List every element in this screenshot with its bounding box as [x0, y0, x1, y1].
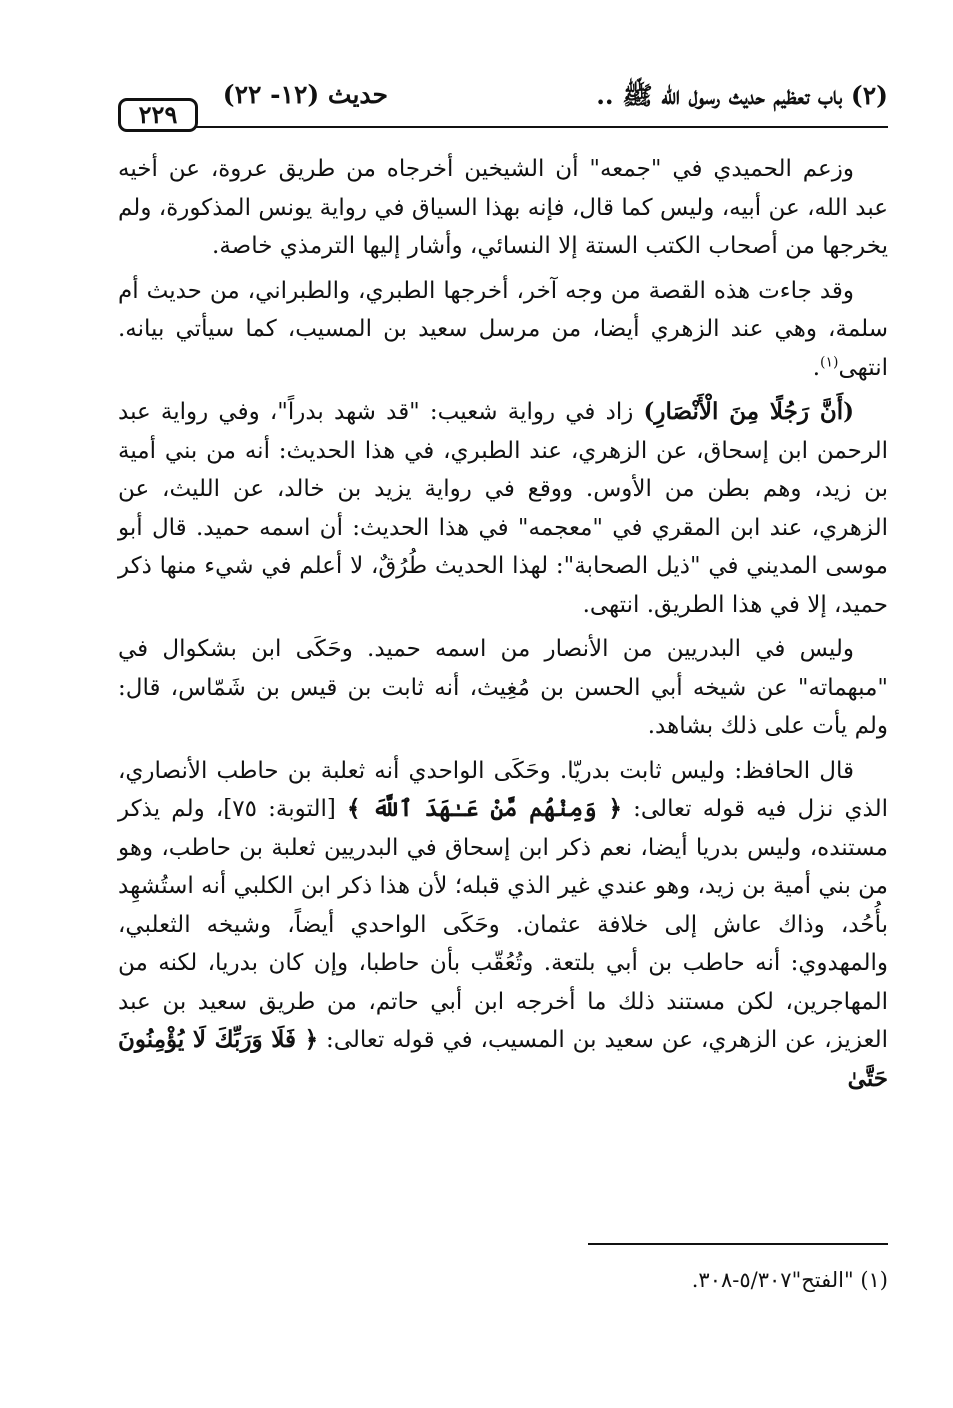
paragraph-5-text-a: قال الحافظ: وليس ثابت بدريّا. وحَكَى الواحدي أنه ثعلبة بن حاطب الأنصاري، الذي نزل فيه قوله تعالى:	[118, 757, 888, 822]
quran-verse: ﴿ وَمِنْهُم مَّنْ عَـٰهَدَ ٱللَّهَ ﴾	[347, 795, 622, 822]
quran-verse-2: ﴿ فَلَا وَرَبِّكَ لَا يُؤْمِنُونَ حَتَّىٰ	[118, 1026, 888, 1092]
header-divider	[196, 126, 888, 128]
paragraph-4: وليس في البدريين من الأنصار من اسمه حميد. وحَكَى ابن بشكوال في "مبهماته" عن شيخه أبي الحسن بن مُغِيث، أنه ثابت بن قيس بن شَمّاس، قال: ولم يأت على ذلك بشاهد.	[118, 636, 888, 739]
page-number: ٢٢٩	[118, 98, 198, 132]
paragraph-2-text: وقد جاءت هذه القصة من وجه آخر، أخرجها الطبري، والطبراني، من حديث أم سلمة، وهي عند الزهري أيضا، من مرسل سعيد بن المسيب، كما سيأتي بيانه. انتهى	[118, 277, 888, 381]
footnote-reference[interactable]: (١)	[820, 353, 839, 370]
chapter-title: (٢) باب تعظيم حديث رسول الله ﷺ ..	[596, 81, 888, 110]
paragraph-2	[118, 272, 888, 388]
footnote-divider	[588, 1243, 888, 1245]
paragraph-5	[118, 752, 888, 1099]
paragraph-1: وزعم الحميدي في "جمعه" أن الشيخين أخرجاه من طريق عروة، عن أخيه عبد الله، عن أبيه، وليس كما قال، فإنه بهذا السياق في رواية يونس المذكورة، ولم يخرجها من أصحاب الكتب الستة إلا النسائي، وأشار إليها الترمذي خاصة.	[118, 156, 888, 259]
paragraph-3-text: زاد في رواية شعيب: "قد شهد بدراً"، وفي رواية عبد الرحمن ابن إسحاق، عن الزهري، عند الطبري، في هذا الحديث: أنه من بني أمية بن زيد، وهم بطن من الأوس. ووقع في رواية يزيد بن خالد، عن الليث، عن الزهري، عند ابن المقري في "معجمه" في هذا الحديث: أن اسمه حميد. قال أبو موسى المديني في "ذيل الصحابة": لهذا الحديث طُرُقٌ، لا أعلم في شيء منها ذكر حميد، إلا في هذا الطريق. انتهى.	[118, 399, 888, 618]
footnote-1: (١) "الفتح"٥/٣٠٧-٣٠٨.	[691, 1268, 888, 1292]
main-text	[118, 150, 888, 1104]
paragraph-2-end: .	[812, 354, 821, 381]
hadith-range: حديث (١٢- ٢٢)	[222, 80, 388, 109]
page-header	[118, 70, 888, 134]
commentary-lemma: (أَنَّ رَجُلًا مِنَ الْأَنْصَارِ)	[643, 398, 854, 425]
paragraph-5-text-b: [التوبة: ٧٥]، ولم يذكر مستنده، وليس بدريا أيضا، نعم ذكر ابن إسحاق في البدريين ثعلبة بن حاطب، وهو من بني أمية بن زيد، وهو عندي غير الذي قبله؛ لأن هذا ذكر ابن الكلبي أنه استُشهِد بأُحُد، وذاك عاش إلى خلافة عثمان. وحَكَى الواحدي أيضاً، وشيخه الثعلبي، والمهدوي: أنه حاطب بن أبي بلتعة. وتُعُقّب بأن حاطبا، وإن كان بدريا، لكنه من المهاجرين، لكن مستند ذلك ما أخرجه ابن أبي حاتم، من طريق سعيد بن عبد العزيز، عن الزهري، عن سعيد بن المسيب، في قوله تعالى:	[118, 796, 888, 1053]
paragraph-3	[118, 393, 888, 624]
